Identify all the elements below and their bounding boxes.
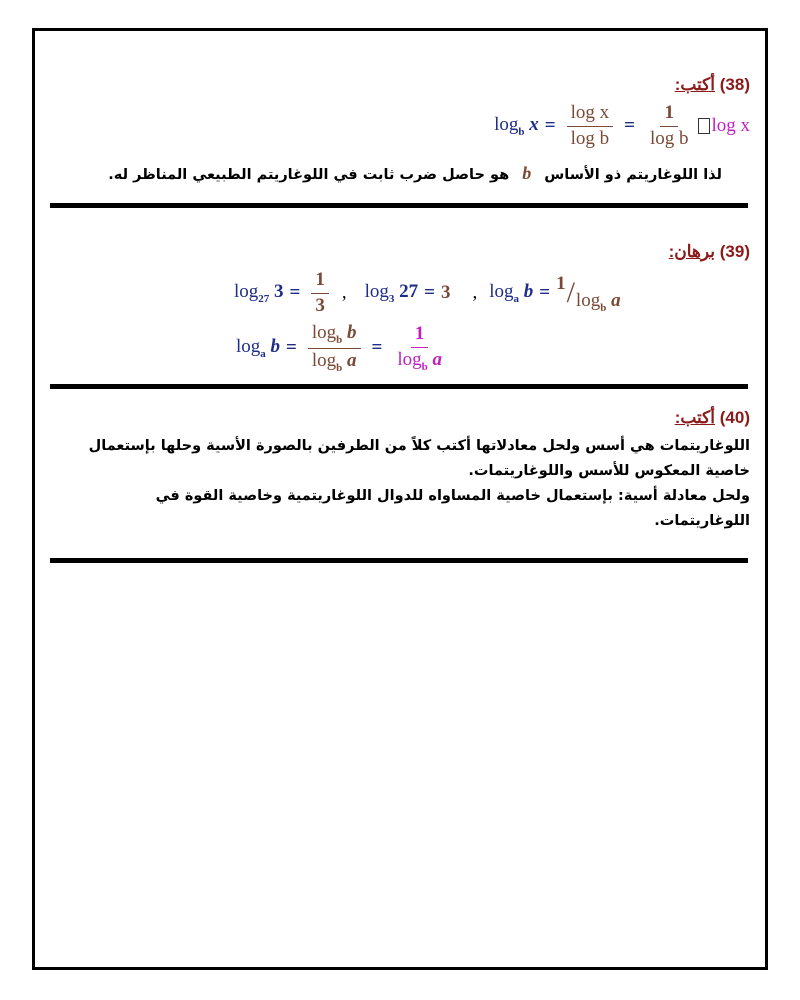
q39-c-den-log: log: [575, 290, 601, 312]
q39-a-log: log: [234, 281, 259, 303]
q40-line-3: ولحل معادلة أسية: بإستعمال خاصية المساواه للدوال اللوغاريتمية وخاصية القوة في: [155, 488, 750, 504]
q38-lhs-log: log: [494, 114, 519, 136]
q39-l2-f1-num-log: log: [311, 322, 337, 343]
divider-3: [50, 558, 748, 563]
divider-2: [50, 384, 748, 389]
q38-text-part2: هو حاصل ضرب ثابت في اللوغاريتم الطبيعي المناظر له.: [108, 167, 510, 183]
q39-l2-f1-num-arg: b: [347, 322, 357, 343]
q38-frac1: [567, 103, 614, 150]
q39-a-base: 27: [258, 293, 270, 306]
q39-l2-f2-den-base: b: [421, 360, 428, 373]
q39-l2-f2-den-log: log: [397, 348, 422, 370]
q39-comma-2: ,: [472, 282, 478, 304]
q39-l2-frac1: [308, 323, 361, 374]
q39-line2: $\log_a b$ = $\frac{\log_b b}{\log_b a}$ = $\frac{1}{\log_b a}$: [236, 323, 451, 374]
q39-b-val: 3: [440, 282, 451, 304]
q39-a-den: 3: [315, 294, 325, 316]
q39-l2-f1-den-base: b: [336, 361, 343, 374]
q38-frac2-den: log b: [649, 127, 689, 149]
q39-c-slash-frac: 1 / $\log_b a$: [556, 273, 621, 315]
q38-label: أكتب:: [674, 75, 715, 94]
q38-frac2-num: 1: [660, 103, 678, 127]
q39-c-base: a: [513, 293, 519, 306]
q40-line-2: خاصية المعكوس للأسس واللوغاريتمات.: [468, 463, 750, 479]
q38-equation: $\log_b x$ = $\frac{\text{log x}}{\text{log b}}$ = $\frac{1}{\text{log b}}$ log x: [494, 102, 750, 149]
missing-glyph-box: [698, 118, 710, 134]
q40-label: أكتب:: [674, 408, 715, 427]
divider-1: [50, 203, 748, 208]
q38-text: [108, 163, 722, 184]
q39-l2-lhs-base: a: [260, 348, 266, 361]
q39-c-den-base: b: [600, 302, 607, 315]
q39-header: [669, 242, 750, 262]
q38-lhs-base: b: [518, 126, 525, 139]
q39-l2-f1-den-arg: a: [347, 349, 357, 371]
q39-b-base: 3: [388, 293, 395, 306]
q39-c-den-arg: a: [611, 290, 621, 312]
q39-c-log: log: [489, 281, 514, 303]
q39-b-log: log: [364, 281, 389, 303]
q38-frac1-den: log b: [570, 127, 610, 149]
q38-lhs-var: x: [529, 114, 539, 136]
q38-text-var: b: [522, 163, 532, 183]
q40-line-4: اللوغاريتمات.: [654, 513, 750, 529]
q38-text-part1: لذا اللوغاريتم ذو الأساس: [544, 167, 722, 183]
q38-frac2: [646, 103, 693, 150]
q39-l2-lhs-log: log: [236, 336, 261, 358]
q40-header: [675, 408, 750, 428]
q39-c-arg: b: [523, 281, 534, 303]
q38-tail: log x: [711, 115, 750, 137]
q38-frac1-num: log x: [567, 103, 614, 127]
q39-l2-f1-den-log: log: [311, 349, 337, 371]
q39-b-arg: 27: [399, 281, 419, 303]
q39-number: (39): [719, 242, 750, 261]
q39-a-num: 1: [311, 270, 329, 294]
q39-l2-frac2: [393, 324, 446, 373]
q39-l2-f2-num: 1: [411, 324, 429, 348]
q39-c-num: 1: [556, 273, 566, 295]
q39-comma-1: ,: [341, 282, 347, 304]
q40-line-1: اللوغاريتمات هي أسس ولحل معادلاتها أكتب كلاً من الطرفين بالصورة الأسية وحلها بإستعمال: [88, 438, 750, 454]
q39-l2-f1-num-base: b: [336, 333, 343, 346]
q40-number: (40): [719, 408, 750, 427]
q39-a-frac: [311, 270, 329, 317]
q39-l2-lhs-arg: b: [270, 336, 281, 358]
q39-label: برهان:: [668, 242, 715, 261]
q39-line1: $\log_{27} 3$ = $\frac{1}{3}$ , $\log_3 27$ = 3 , $\log_a b$ = 1 / $\log_b a$: [234, 269, 621, 316]
q39-l2-f2-den-arg: a: [432, 348, 442, 370]
q39-a-arg: 3: [274, 281, 284, 303]
q38-header: [675, 75, 750, 95]
q38-number: (38): [719, 75, 750, 94]
